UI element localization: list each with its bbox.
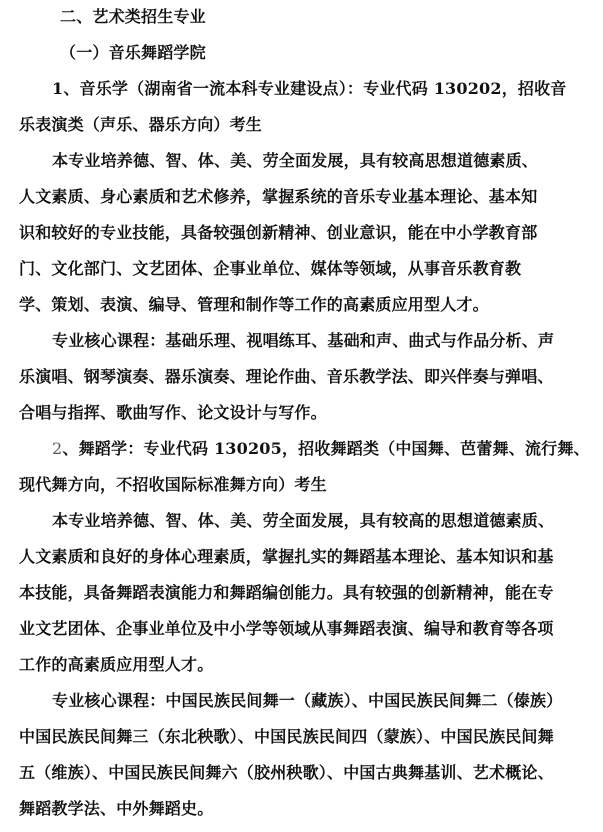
dance-heading-line-2: 现代舞方向，不招收国际标准舞方向）考生 — [19, 475, 327, 494]
dance-core-courses-line: 舞蹈教学法、中外舞蹈史。 — [19, 799, 214, 818]
music-heading-line-2: 乐表演类（声乐、器乐方向）考生 — [19, 115, 263, 134]
music-desc-line: 识和较好的专业技能，具备较强创新精神、创业意识，能在中小学教育部 — [19, 223, 538, 242]
dance-heading-text: 、舞蹈学：专业代码 130205，招收舞蹈类（中国舞、芭蕾舞、流行舞、 — [62, 439, 590, 458]
dance-desc-line: 业文艺团体、企事业单位及中小学等领域从事舞蹈表演、编导和教育等各项 — [19, 619, 554, 638]
dance-desc-line: 人文素质和良好的身体心理素质，掌握扎实的舞蹈基本理论、基本知识和基 — [19, 547, 554, 566]
music-core-courses-line: 合唱与指挥、歌曲写作、论文设计与写作。 — [19, 403, 327, 422]
music-core-courses-line: 专业核心课程：基础乐理、视唱练耳、基础和声、曲式与作品分析、声 — [52, 331, 555, 350]
music-desc-line: 人文素质、身心素质和艺术修养，掌握系统的音乐专业基本理论、基本知 — [19, 187, 538, 206]
dance-desc-line: 本技能，具备舞蹈表演能力和舞蹈编创能力。具有较强的创新精神，能在专 — [19, 583, 554, 602]
music-desc-line: 学、策划、表演、编导、管理和制作等工作的高素质应用型人才。 — [19, 295, 489, 314]
music-core-courses-line: 乐演唱、钢琴演奏、器乐演奏、理论作曲、音乐教学法、即兴伴奏与弹唱、 — [19, 367, 554, 386]
music-desc-line: 本专业培养德、智、体、美、劳全面发展，具有较高思想道德素质、 — [52, 151, 539, 170]
dance-desc-line: 工作的高素质应用型人才。 — [19, 655, 214, 674]
music-heading-line-1: 1、音乐学（湖南省一流本科专业建设点）：专业代码 130202，招收音 — [52, 79, 567, 98]
dance-core-courses-line: 五（维族）、中国民族民间舞六（胶州秧歌）、中国古典舞基训、艺术概论、 — [19, 763, 554, 782]
dance-core-courses-line: 专业核心课程：中国民族民间舞一（藏族）、中国民族民间舞二（傣族） — [52, 691, 563, 710]
dance-desc-line: 本专业培养德、智、体、美、劳全面发展，具有较高的思想道德素质、 — [52, 511, 555, 530]
section-title: 二、艺术类招生专业 — [60, 7, 206, 26]
dance-core-courses-line: 中国民族民间舞三（东北秧歌）、中国民族民间四（蒙族）、中国民族民间舞 — [19, 727, 554, 746]
dance-heading-line-1 — [0, 438, 603, 460]
music-desc-line: 门、文化部门、文艺团体、企事业单位、媒体等领域，从事音乐教育教 — [19, 259, 522, 278]
college-subtitle: （一）音乐舞蹈学院 — [60, 43, 206, 62]
dance-item-number: 2 — [52, 439, 63, 458]
